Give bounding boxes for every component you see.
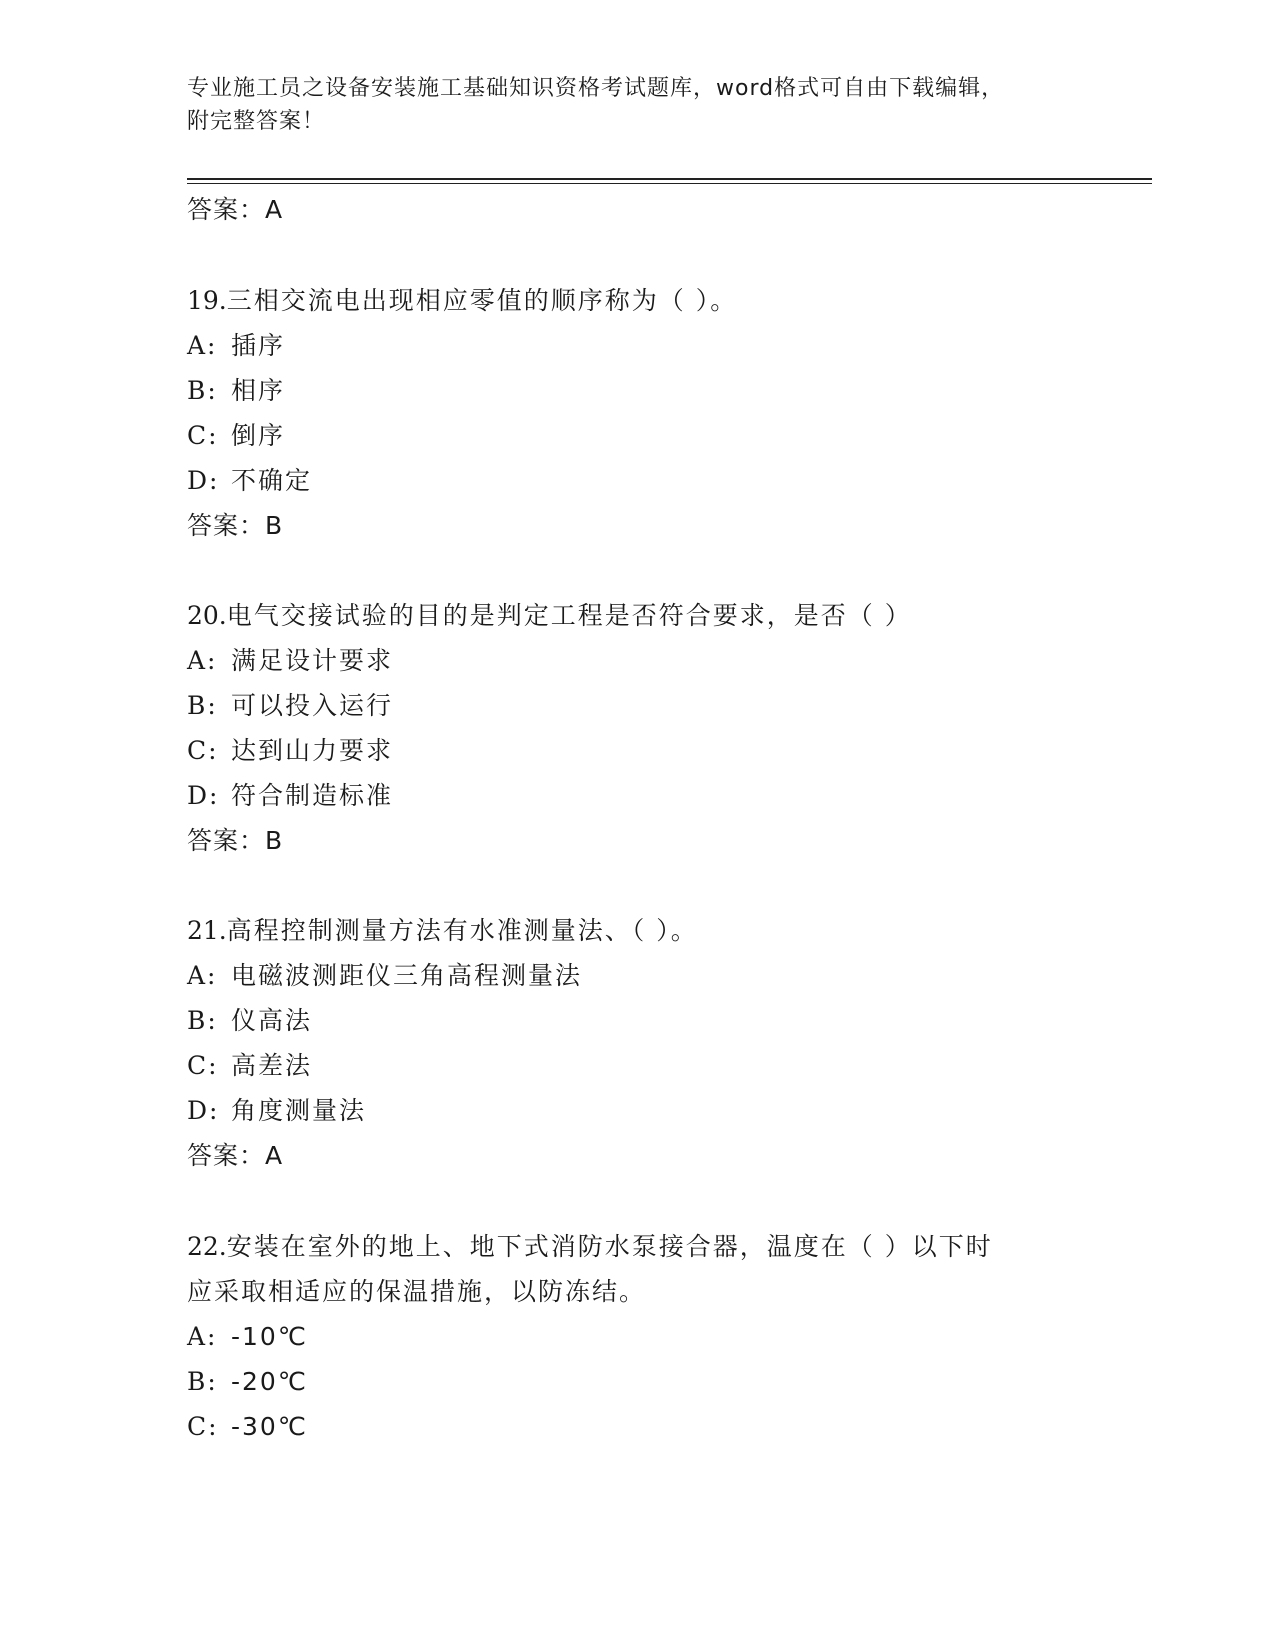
question-text: 高程控制测量方法有水准测量法、（ ）。	[226, 916, 698, 945]
question-22-stem-continued: 应采取相适应的保温措施，以防冻结。	[187, 1277, 647, 1306]
option-letter: A:	[187, 961, 218, 990]
option-letter: D:	[187, 781, 220, 810]
header-line-1: 专业施工员之设备安装施工基础知识资格考试题库，word格式可自由下载编辑，	[187, 76, 1005, 101]
option-text: 高差法	[231, 1051, 313, 1080]
question-text: 电气交接试验的目的是判定工程是否符合要求，是否（ ）	[226, 601, 912, 630]
option-text: 仪高法	[231, 1006, 313, 1035]
option-text: 插序	[231, 331, 286, 360]
question-20-option-c	[187, 733, 393, 769]
question-20-option-d	[187, 778, 393, 814]
option-text: -10℃	[231, 1322, 308, 1351]
option-text: 电磁波测距仪三角高程测量法	[231, 961, 583, 990]
question-text: 三相交流电出现相应零值的顺序称为（ ）。	[226, 286, 738, 315]
option-letter: A:	[187, 331, 218, 360]
option-text: 满足设计要求	[231, 646, 394, 675]
question-22-option-c	[187, 1409, 308, 1445]
question-20-stem	[187, 598, 912, 634]
header-divider-thin	[187, 183, 1152, 184]
question-19-answer: 答案：B	[187, 511, 284, 540]
question-21-option-c	[187, 1048, 312, 1084]
header-line-2: 附完整答案！	[187, 109, 326, 134]
question-21-answer: 答案：A	[187, 1141, 284, 1170]
option-letter: A:	[187, 646, 218, 675]
option-text: 可以投入运行	[231, 691, 394, 720]
question-21-option-a	[187, 958, 582, 994]
question-22-stem	[187, 1229, 993, 1265]
option-letter: A:	[187, 1322, 218, 1351]
option-text: 不确定	[231, 466, 313, 495]
option-text: 角度测量法	[231, 1096, 367, 1125]
option-text: 倒序	[231, 421, 286, 450]
question-22-option-b	[187, 1364, 308, 1400]
question-number: 20.	[187, 601, 227, 630]
option-text: 符合制造标准	[231, 781, 394, 810]
question-19-option-d	[187, 463, 312, 499]
question-21-option-d	[187, 1093, 366, 1129]
question-20-answer: 答案：B	[187, 826, 284, 855]
option-letter: B:	[187, 1367, 218, 1396]
question-19-option-c	[187, 418, 285, 454]
option-text: 相序	[231, 376, 286, 405]
question-number: 22.	[187, 1232, 227, 1261]
option-letter: B:	[187, 376, 218, 405]
question-19-stem	[187, 283, 737, 319]
option-letter: C:	[187, 1412, 219, 1441]
question-21-option-b	[187, 1003, 312, 1039]
option-letter: C:	[187, 736, 219, 765]
question-19-option-a	[187, 328, 285, 364]
option-letter: D:	[187, 466, 220, 495]
option-letter: B:	[187, 691, 218, 720]
option-text: -20℃	[231, 1367, 308, 1396]
option-letter: B:	[187, 1006, 218, 1035]
header-divider-thick	[187, 178, 1152, 180]
question-19-option-b	[187, 373, 285, 409]
question-20-option-b	[187, 688, 393, 724]
question-20-option-a	[187, 643, 393, 679]
option-text: 达到山力要求	[231, 736, 394, 765]
option-letter: D:	[187, 1096, 220, 1125]
option-letter: C:	[187, 421, 219, 450]
option-text: -30℃	[231, 1412, 308, 1441]
option-letter: C:	[187, 1051, 219, 1080]
previous-answer: 答案：A	[187, 195, 284, 224]
question-text: 安装在室外的地上、地下式消防水泵接合器，温度在（ ）以下时	[226, 1232, 993, 1261]
question-number: 21.	[187, 916, 227, 945]
document-header	[187, 72, 1087, 138]
question-22-option-a	[187, 1319, 308, 1355]
question-number: 19.	[187, 286, 227, 315]
question-21-stem	[187, 913, 698, 949]
